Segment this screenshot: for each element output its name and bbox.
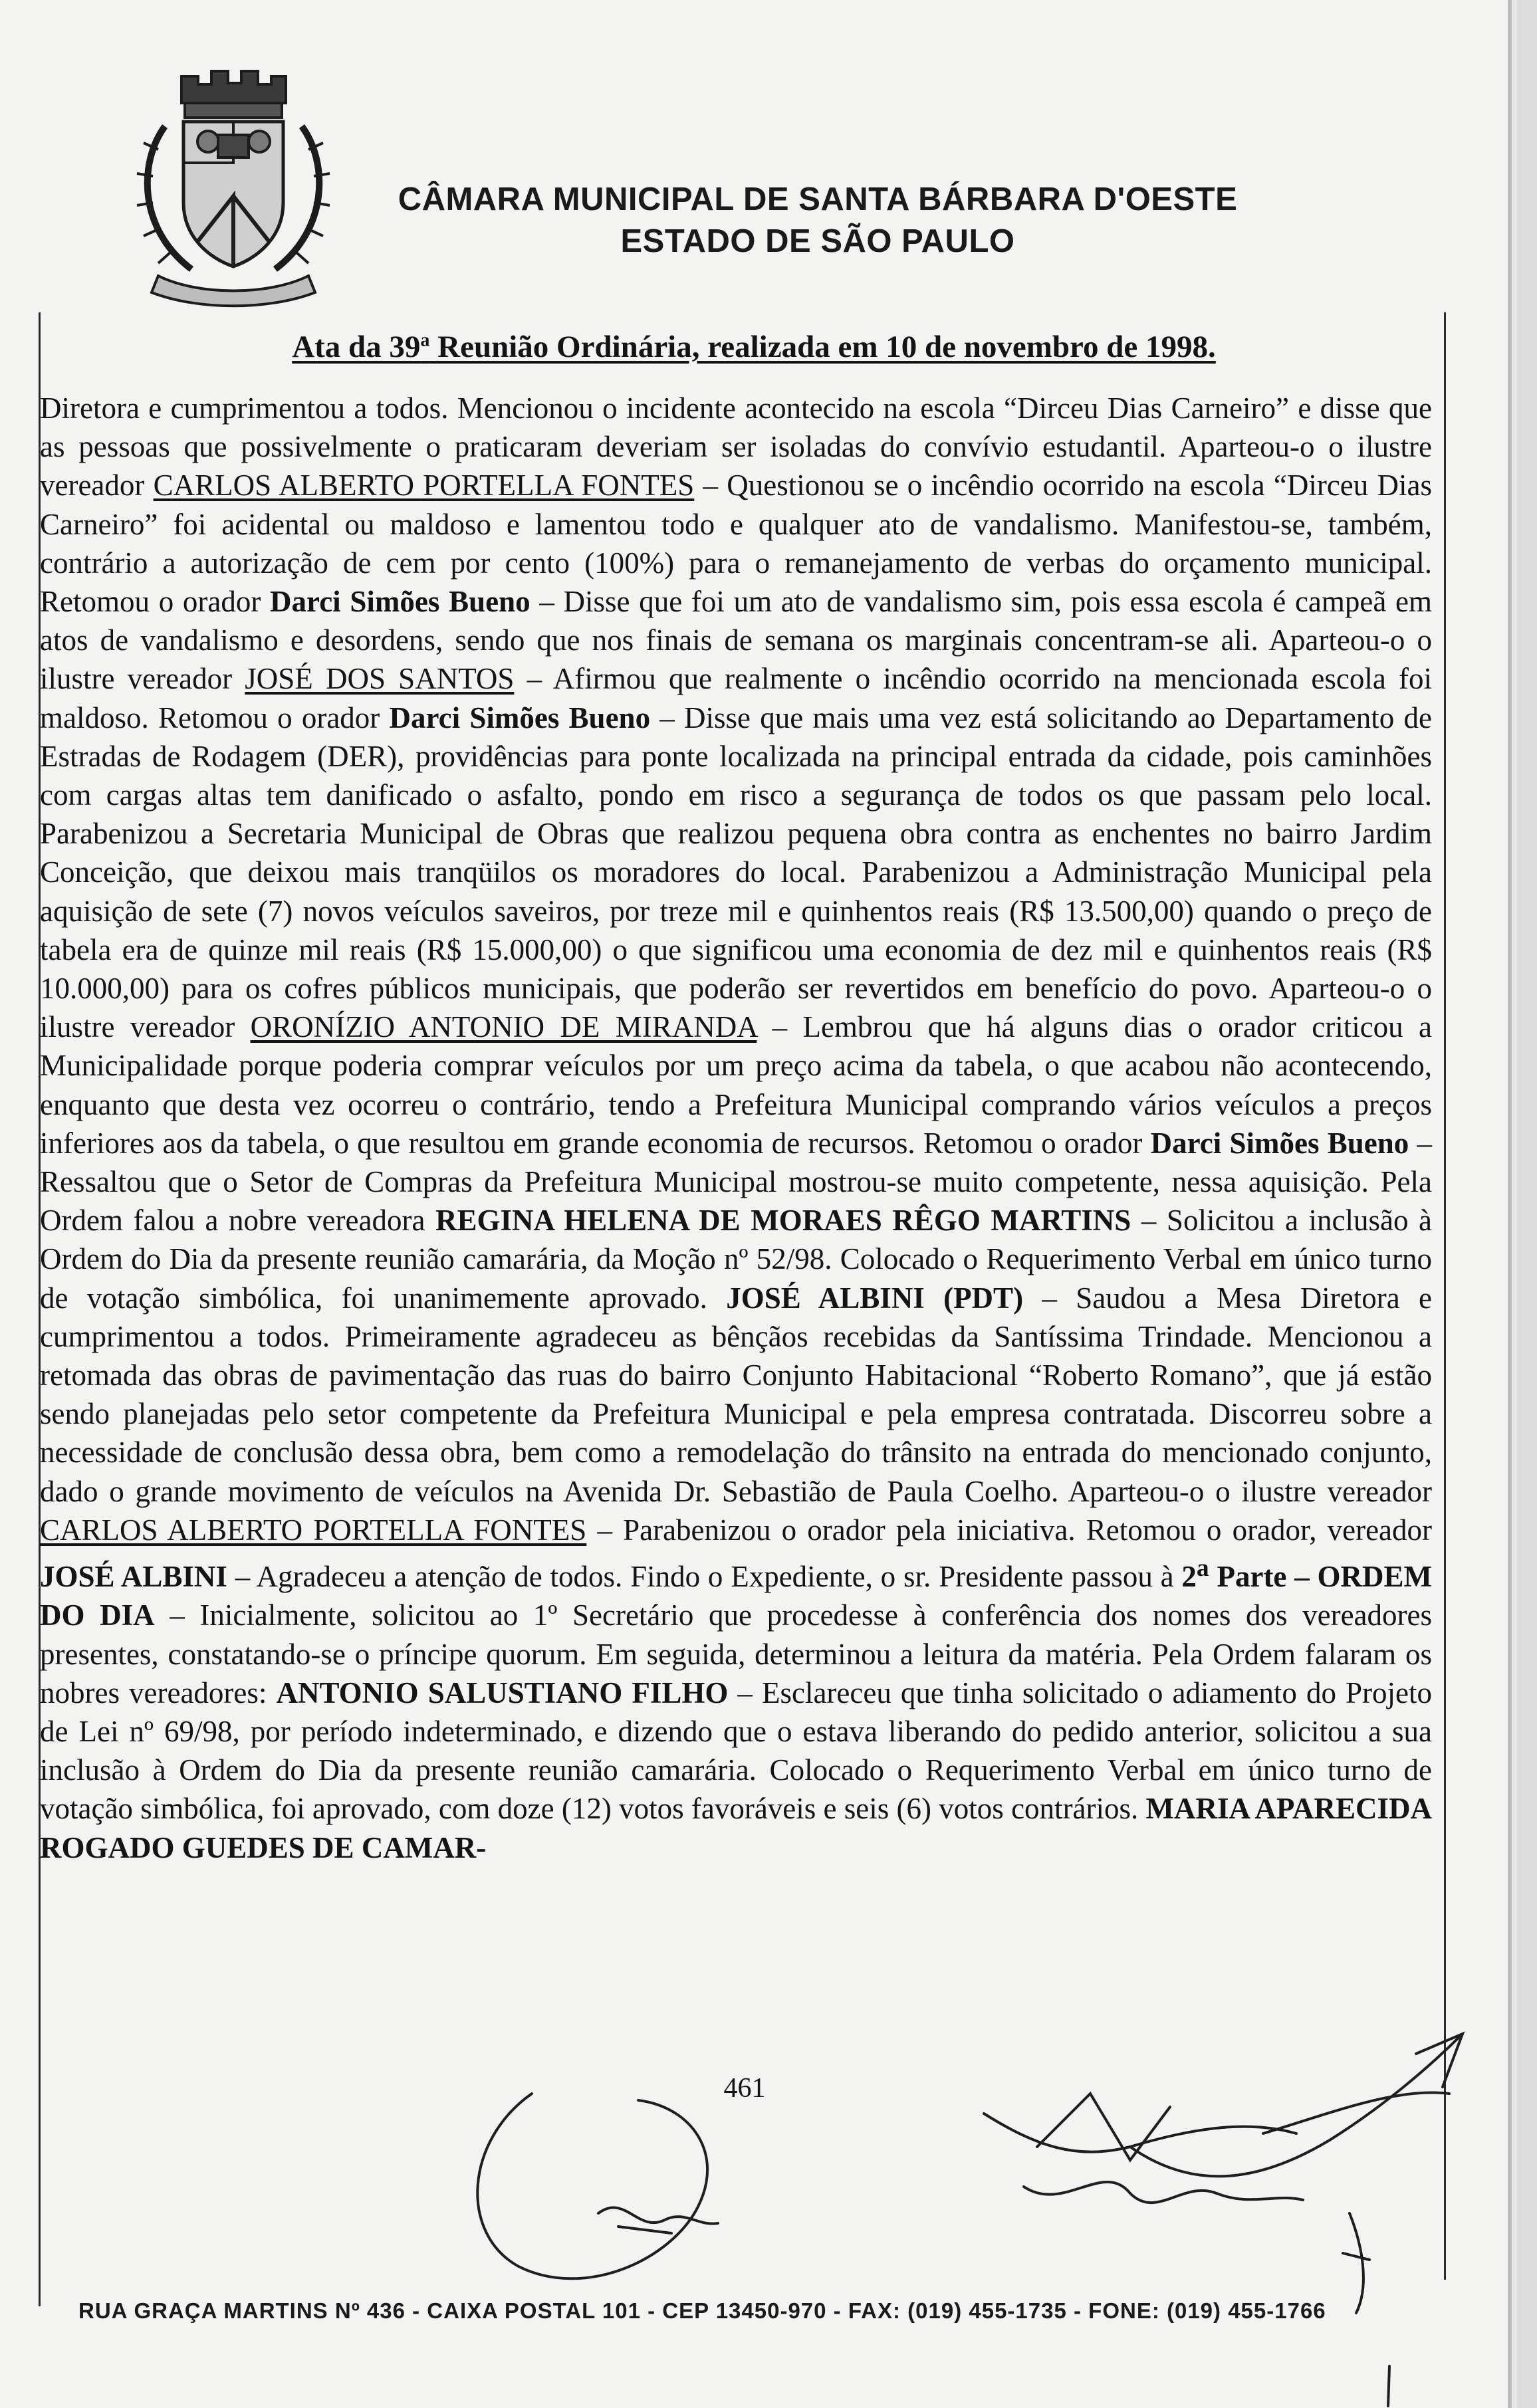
section-sup: a xyxy=(1196,1555,1209,1583)
speaker-name: ANTONIO SALUSTIANO FILHO xyxy=(276,1676,729,1709)
text-segment: – Agradeceu a atenção de todos. Findo o Expediente, o sr. Presidente passou à xyxy=(227,1560,1182,1594)
text-segment: – Saudou a Mesa Diretora e cumprimentou a todos. Primeiramente agradeceu as bênçãos recebidas da Santíssima Trindade. Mencionou a retomada das obras de pavimentação das ruas do bairro Conjunto Habitacional “Roberto Romano”, que já estão sendo planejadas pelo setor competente da Prefeitura Municipal e pela empresa contratada. Discorreu sobre a necessidade de conclusão dessa obra, bem como a remodelação do trânsito na entrada do mencionado conjunto, dado o grande movimento de veículos na Avenida Dr. Sebastião de Paula Coelho. Aparteou-o o ilustre vereador xyxy=(40,1281,1432,1508)
councilor-name: CARLOS ALBERTO PORTELLA FONTES xyxy=(40,1513,587,1547)
speaker-name: JOSÉ ALBINI xyxy=(40,1560,227,1594)
text-segment: – Disse que mais uma vez está solicitando ao Departamento de Estradas de Rodagem (DER), providências para ponte localizada na principal entrada da cidade, pois caminhões com cargas altas tem danificado o asfalto, pondo em risco a segurança de todos os que passam pelo local. Parabenizou a Secretaria Municipal de Obras que realizou pequena obra contra as enchentes no bairro Jardim Conceição, que deixou mais tranqüilos os moradores do local. Parabenizou a Administração Municipal pela aquisição de sete (7) novos veículos saveiros, por treze mil e quinhentos reais (R$ 13.500,00) quando o preço de tabela era de quinze mil reais (R$ 15.000,00) o que significou uma economia de dez mil e quinhentos reais (R$ 10.000,00) para os cofres públicos municipais, que poderão ser revertidos em benefício do povo. Aparteou-o o ilustre vereador xyxy=(40,701,1432,1044)
chamber-name: CÂMARA MUNICIPAL DE SANTA BÁRBARA D'OESTE xyxy=(398,181,1238,217)
text-segment: – Disse que foi um ato de vandalismo sim, pois essa escola é campeã em atos de vandalismo e desordens, sendo que nos finais de semana os marginais concentram-se ali. Aparteou-o o ilustre vereador xyxy=(40,585,1433,696)
coat-of-arms-icon xyxy=(118,63,348,309)
text-segment: – Questionou se o incêndio ocorrido na escola “Dirceu Dias Carneiro” foi acidental ou maldoso e lamentou todo e qualquer ato de vandalismo. Manifestou-se, também, contrário a autorização de cem por cento (100%) para o remanejamento de verbas do orçamento municipal. Retomou o orador xyxy=(40,469,1433,619)
text-segment: – Inicialmente, solicitou ao 1º Secretário que procedesse à conferência dos nomes dos vereadores presentes, constatando-se o príncipe quorum. Em seguida, determinou a leitura da matéria. Pela Ordem falaram os nobres vereadores: xyxy=(40,1598,1432,1709)
councilor-name: JOSÉ DOS SANTOS xyxy=(245,662,515,696)
title-sup: a xyxy=(420,330,430,351)
text-segment: – Solicitou a inclusão à Ordem do Dia da presente reunião camarária, da Moção nº 52/98. Colocado o Requerimento Verbal em único turno de votação simbólica, foi unanimemente aprovado. xyxy=(40,1204,1433,1315)
minutes-paragraph xyxy=(40,389,1432,1867)
text-segment: – Parabenizou o orador pela iniciativa. Retomou o orador, vereador xyxy=(586,1513,1432,1547)
speaker-name: Darci Simões Bueno xyxy=(389,701,651,734)
text-segment: – Esclareceu que tinha solicitado o adiamento do Projeto de Lei nº 69/98, por período indeterminado, e dizendo que o estava liberando do pedido anterior, solicitou a sua inclusão à Ordem do Dia da presente reunião camarária. Colocado o Requerimento Verbal em único turno de votação simbólica, foi aprovado, com doze (12) votos favoráveis e seis (6) votos contrários. xyxy=(40,1676,1432,1826)
minutes-body xyxy=(40,389,1432,1867)
title-post: Reunião Ordinária, realizada em 10 de novembro de 1998. xyxy=(429,330,1216,364)
address-footer: RUA GRAÇA MARTINS Nº 436 - CAIXA POSTAL 101 - CEP 13450-970 - FAX: (019) 455-1735 - FONE: (019) 455-1766 xyxy=(78,2298,1326,2323)
text-segment: – Afirmou que realmente o incêndio ocorrido na mencionada escola foi maldoso. Retomou o orador xyxy=(40,662,1432,734)
councilor-name: CARLOS ALBERTO PORTELLA FONTES xyxy=(153,469,695,502)
page-number: 461 xyxy=(723,2073,766,2104)
speaker-name: MARIA APARECIDA ROGADO GUEDES DE CAMAR- xyxy=(40,1792,1432,1864)
text-segment: – Ressaltou que o Setor de Compras da Prefeitura Municipal mostrou-se muito competente, nessa aquisição. Pela Ordem falou a nobre vereadora xyxy=(40,1126,1433,1238)
speaker-name: Darci Simões Bueno xyxy=(1150,1126,1409,1160)
title-pre: Ata da 39 xyxy=(292,330,421,364)
section-number: 2 xyxy=(1181,1560,1197,1594)
speaker-name: Darci Simões Bueno xyxy=(270,585,531,619)
right-margin-line xyxy=(1444,312,1446,2280)
text-segment: Diretora e cumprimentou a todos. Mencionou o incidente acontecido na escola “Dirceu Dias Carneiro” e disse que as pessoas que possivelmente o praticaram deveriam ser isoladas do convívio estudantil. Aparteou-o o ilustre vereador xyxy=(40,391,1432,502)
councilor-name: ORONÍZIO ANTONIO DE MIRANDA xyxy=(250,1010,757,1044)
text-segment: – Lembrou que há alguns dias o orador criticou a Municipalidade porque poderia comprar veículos por um preço acima da tabela, o que acabou não acontecendo, enquanto que desta vez ocorreu o contrário, tendo a Prefeitura Municipal comprando vários veículos a preços inferiores aos da tabela, o que resultou em grande economia de recursos. Retomou o orador xyxy=(40,1010,1432,1160)
state-name: ESTADO DE SÃO PAULO xyxy=(620,223,1015,259)
speaker-name: REGINA HELENA DE MORAES RÊGO MARTINS xyxy=(435,1204,1131,1238)
minutes-title xyxy=(0,329,1508,365)
section-label: Parte – ORDEM DO DIA xyxy=(40,1560,1432,1632)
speaker-name: JOSÉ ALBINI (PDT) xyxy=(726,1281,1024,1315)
